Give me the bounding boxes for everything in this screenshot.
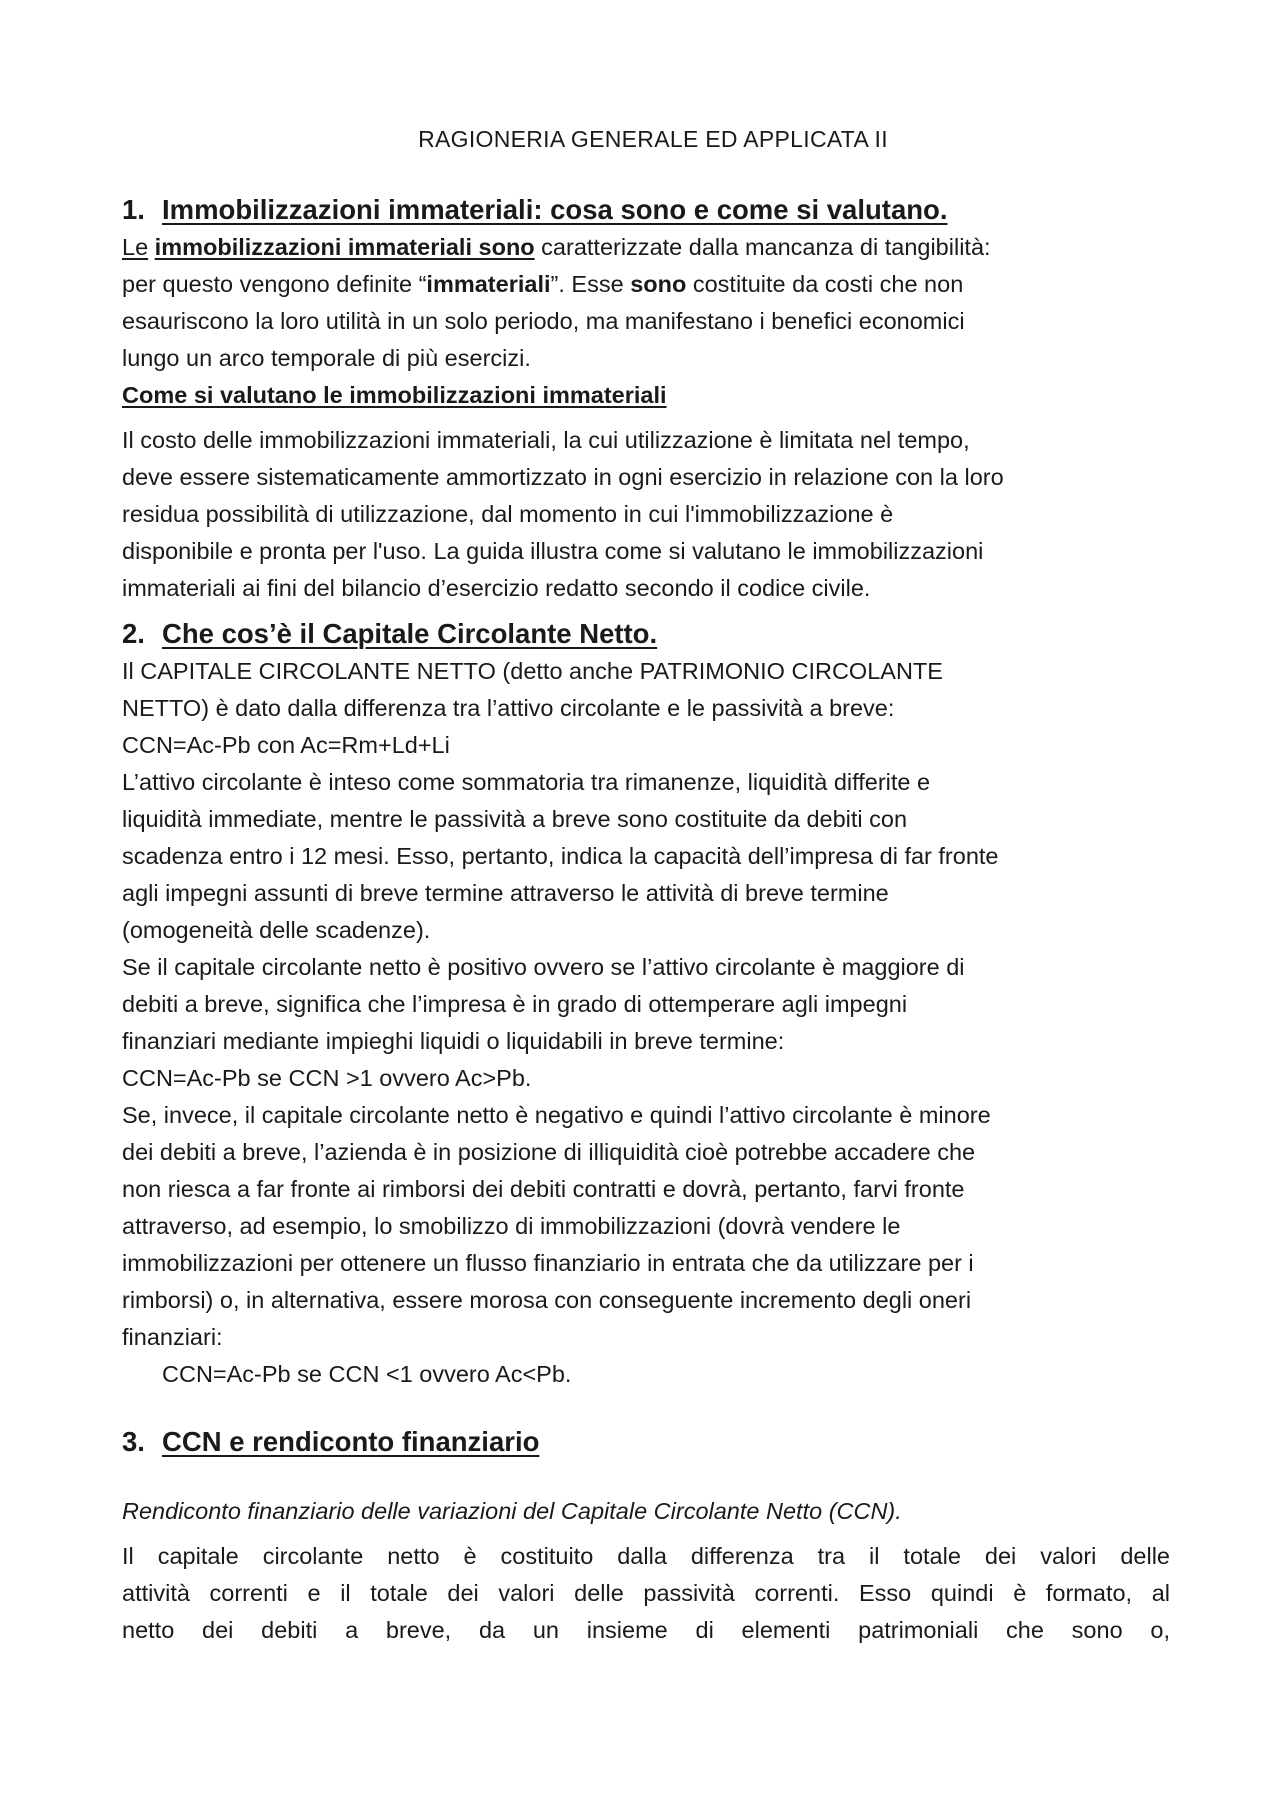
- text-line: scadenza entro i 12 mesi. Esso, pertanto, indica la capacità dell’impresa di far fronte: [122, 843, 999, 869]
- text-line: Se il capitale circolante netto è positivo ovvero se l’attivo circolante è maggiore di: [122, 954, 965, 980]
- section-3-number: 3.: [122, 1426, 145, 1457]
- text-line: Il CAPITALE CIRCOLANTE NETTO (detto anche PATRIMONIO CIRCOLANTE: [122, 658, 943, 684]
- section-1-heading: [122, 191, 1170, 229]
- text-line: attraverso, ad esempio, lo smobilizzo di immobilizzazioni (dovrà vendere le: [122, 1213, 901, 1239]
- text-line: Il capitale circolante netto è costituito dalla differenza tra il totale dei valori delle: [122, 1543, 1170, 1569]
- section-2-body: [122, 653, 1170, 1393]
- section-2-number: 2.: [122, 618, 145, 649]
- text-line: dei debiti a breve, l’azienda è in posizione di illiquidità cioè potrebbe accadere che: [122, 1139, 976, 1165]
- text-line: (omogeneità delle scadenze).: [122, 917, 431, 943]
- text-line: L’attivo circolante è inteso come sommatoria tra rimanenze, liquidità differite e: [122, 769, 931, 795]
- document-title: RAGIONERIA GENERALE ED APPLICATA II: [418, 126, 888, 152]
- text-line: rimborsi) o, in alternativa, essere morosa con conseguente incremento degli oneri: [122, 1287, 972, 1313]
- section-1-body: [122, 229, 1170, 377]
- section-1-number: 1.: [122, 194, 145, 225]
- section-3-subheading: Rendiconto finanziario delle variazioni del Capitale Circolante Netto (CCN).: [122, 1498, 902, 1524]
- section-1-line-2: per questo vengono definite “immateriali”. Esse sono costituite da costi che non: [122, 271, 964, 297]
- text-line: debiti a breve, significa che l’impresa è in grado di ottemperare agli impegni: [122, 991, 908, 1017]
- text-line: Se, invece, il capitale circolante netto è negativo e quindi l’attivo circolante è minore: [122, 1102, 991, 1128]
- text-line: attività correnti e il totale dei valori delle passività correnti. Esso quindi è formato, al: [122, 1580, 1170, 1606]
- section-1-line-3: esauriscono la loro utilità in un solo periodo, ma manifestano i benefici economici: [122, 308, 965, 334]
- section-1-line-1: Le immobilizzazioni immateriali sono caratterizzate dalla mancanza di tangibilità:: [122, 234, 991, 260]
- text-line: liquidità immediate, mentre le passività a breve sono costituite da debiti con: [122, 806, 908, 832]
- text-line: immobilizzazioni per ottenere un flusso finanziario in entrata che da utilizzare per i: [122, 1250, 974, 1276]
- text-line: Il costo delle immobilizzazioni immateriali, la cui utilizzazione è limitata nel tempo,: [122, 427, 970, 453]
- text-line: disponibile e pronta per l'uso. La guida illustra come si valutano le immobilizzazioni: [122, 538, 984, 564]
- section-1-subheading: Come si valutano le immobilizzazioni immateriali: [122, 382, 667, 408]
- section-3-heading: [122, 1423, 1170, 1461]
- text-line: finanziari:: [122, 1324, 223, 1350]
- text-line: NETTO) è dato dalla differenza tra l’attivo circolante e le passività a breve:: [122, 695, 895, 721]
- formula-line: CCN=Ac-Pb con Ac=Rm+Ld+Li: [122, 732, 450, 758]
- text-line: finanziari mediante impieghi liquidi o liquidabili in breve termine:: [122, 1028, 785, 1054]
- section-1-line-4: lungo un arco temporale di più esercizi.: [122, 345, 531, 371]
- text-line: immateriali ai fini del bilancio d’esercizio redatto secondo il codice civile.: [122, 575, 871, 601]
- text-line: non riesca a far fronte ai rimborsi dei debiti contratti e dovrà, pertanto, farvi fronte: [122, 1176, 965, 1202]
- section-3-body: [122, 1538, 1170, 1649]
- section-3-title: CCN e rendiconto finanziario: [162, 1426, 540, 1457]
- text-line: agli impegni assunti di breve termine attraverso le attività di breve termine: [122, 880, 889, 906]
- section-1-sub-body: [122, 422, 1170, 607]
- section-2-heading: [122, 615, 1170, 653]
- text-line: netto dei debiti a breve, da un insieme di elementi patrimoniali che sono o,: [122, 1617, 1170, 1643]
- formula-line-indented: CCN=Ac-Pb se CCN <1 ovvero Ac<Pb.: [162, 1361, 572, 1387]
- section-1-title: Immobilizzazioni immateriali: cosa sono e come si valutano.: [162, 194, 948, 225]
- formula-line: CCN=Ac-Pb se CCN >1 ovvero Ac>Pb.: [122, 1065, 532, 1091]
- text-line: deve essere sistematicamente ammortizzato in ogni esercizio in relazione con la loro: [122, 464, 1004, 490]
- text-line: residua possibilità di utilizzazione, dal momento in cui l'immobilizzazione è: [122, 501, 894, 527]
- section-2-title: Che cos’è il Capitale Circolante Netto.: [162, 618, 658, 649]
